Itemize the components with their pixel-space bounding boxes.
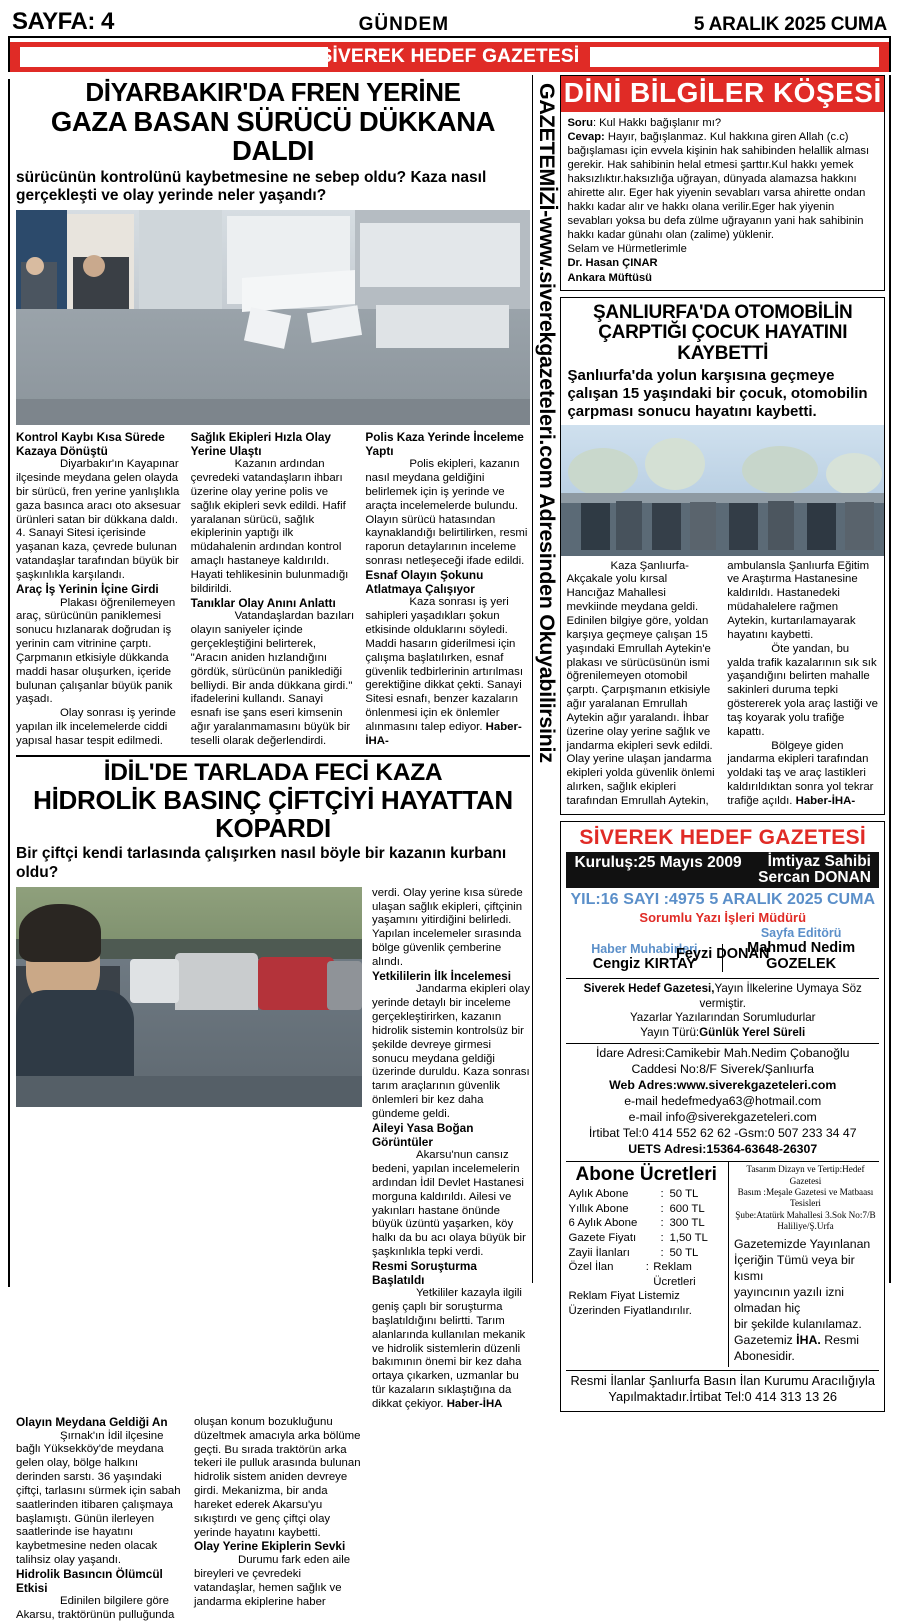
- article2-right-source: Haber-İHA: [446, 1398, 503, 1411]
- footer-notice-l2: İçeriğin Tümü veya bir kısmı: [733, 1252, 855, 1283]
- article2-right-p2: Jandarma ekipleri olay yerinde detaylı bir inceleme gerçekleştirirken, kazanın hidrolik sistemin kontrolsüz bir şekilde devreye girmesi sonucu meydana geldiği üzerinde duruldu. Kaza sonrası tarım araçlarının güvenlik önlemleri bir kez daha gündeme geldi.: [372, 983, 530, 1120]
- footer-sub-key: Gazete Fiyatı: [568, 1231, 637, 1244]
- footer-sub-val: 50 TL: [669, 1246, 699, 1259]
- footer-design-notice: [729, 1162, 879, 1366]
- article1-col2-p1: Kazanın ardından çevredeki vatandaşların ihbarı üzerine olay yerine polis ve sağlık ekipleri sevk edildi. Hafif yaralanan sürücü, sağlık ekiplerinin yaptığı ilk müdahalenin ardından kontrol amaçlı hastaneye kaldırıldı. Hayati tehlikesinin bulunmadığı bildirildi.: [190, 458, 349, 595]
- footer-sub-row: Özel İlan : Reklam Ücretleri: [568, 1260, 724, 1289]
- article1-col3-source: Haber-İHA-: [365, 720, 522, 747]
- article2-right-p1: verdi. Olay yerine kısa sürede ulaşan sağlık ekipleri, çiftçinin yaşamını yitirdiğini belirledi. Yapılan incelemeler sırasında bölge güvenlik çemberine alındı.: [372, 886, 523, 968]
- right-column: [560, 75, 891, 1405]
- article1-col1: [16, 431, 181, 749]
- masthead-band: [10, 42, 889, 72]
- footer-addr-l1: İdare Adresi:Camikebir Mah.Nedim Çobanoğlu: [595, 1046, 850, 1061]
- footer-official-l1: Resmi İlanlar Şanlıurfa Basın İlan Kurumu Aracılığıyla: [570, 1372, 875, 1388]
- footer-sub-val: 50 TL: [669, 1188, 699, 1201]
- footer-pledge-l3a: Yayın Türü:: [640, 1025, 700, 1039]
- footer-notice-l4: bir şekilde kulanılamaz.: [733, 1316, 862, 1331]
- footer-pledge-l1: [566, 982, 879, 1011]
- page-header: [8, 6, 891, 36]
- footer-sub-row: Yıllık Abone : 600 TL: [568, 1202, 705, 1215]
- masthead-band-wrapper: [8, 36, 891, 72]
- article2-bot2-p2: Durumu fark eden aile bireyleri ve çevredeki vatandaşlar, hemen sağlık ve jandarma ekiplerine haber: [194, 1554, 351, 1608]
- vertical-promo-text: GAZETEMİZİ-www.siverekgazeteleri.com Adresinden Okuyabilirsiniz: [535, 83, 559, 763]
- footer-sub-key: 6 Aylık Abone: [568, 1217, 638, 1230]
- article1-col3-sub2: Esnaf Olayın Şokunu Atlatmaya Çalışıyor: [365, 568, 484, 596]
- footer-sub-val: 600 TL: [669, 1202, 705, 1215]
- article2-bot-col2: [194, 1416, 362, 1623]
- footer-sub-row: Aylık Abone : 50 TL: [568, 1188, 699, 1201]
- article1-col2-sub2: Tanıklar Olay Anını Anlattı: [190, 595, 336, 610]
- article2-headline: [16, 760, 530, 843]
- article1-col1-p1: Diyarbakır'ın Kayapınar ilçesinde meydana gelen olayda bir sürücü, fren yerine yanlışlıkla gaza basınca aracı oto aksesuar ürünleri satan bir dükkana daldı. 4. Sanayi Sitesi içerisinde yaşanan kaza, çevrede bulunan vatandaşlar tarafından büyük bir şaşkınlıkla karşılandı.: [16, 458, 181, 581]
- article3-col2-p3-text: Bölgeye giden jandarma ekipleri tarafından yoldaki taş ve araç lastikleri kaldırıldıktan sonra yol tekrar trafiğe açıldı.: [727, 739, 874, 807]
- footer-pledge-l3b: Günlük Yerel Süreli: [699, 1025, 806, 1039]
- article2-deck: Bir çiftçi kendi tarlasında çalışırken nasıl böyle bir kazanın kurbanı oldu?: [16, 845, 507, 881]
- footer-design-l2: Basım :Meşale Gazetesi ve Matbaası Tesisleri: [737, 1187, 874, 1209]
- article1-col2-p2: Vatandaşlardan bazıları olayın saniyeler içinde gerçekleştiğini belirterek, "Aracın aniden hızlandığını gördük, sürücünün paniklediği belliydi. Bir anda dükkana girdi." ifadelerini kullandı. Sanayi esnafı ise şans eseri kimsenin ağır yaralanmamasını büyük bir teselli olarak değerlendirdi.: [190, 610, 355, 747]
- article2-right-sub1: Yetkililerin İlk İncelemesi: [372, 968, 512, 983]
- article2-bot1-p2: Edinilen bilgilere göre Akarsu, traktörünün pulluğunda: [16, 1595, 175, 1622]
- article3-col2: [727, 560, 879, 809]
- article3-col2-p3: [727, 740, 879, 809]
- footer-subscribe-note: Reklam Fiyat Listemiz Üzerinden Fiyatlandırılır.: [568, 1290, 692, 1317]
- footer-sub-val: 300 TL: [669, 1217, 705, 1230]
- dini-body: [561, 112, 884, 290]
- footer-sub-val: Reklam Ücretleri: [653, 1261, 696, 1288]
- article2-bot-col1: [16, 1416, 184, 1623]
- footer-sub-row: Gazete Fiyatı : 1,50 TL: [568, 1231, 708, 1244]
- footer-page-editor-name: Mahmud Nedim GOZELEK: [747, 940, 856, 973]
- dini-answer: Hayır, bağışlanmaz. Kul hakkına giren Allah (c.c) bağışlaması için evvela kişinin hak sahibinden helallik alması gerekir. Hak sahibinin helal etmesi şarttır.Kul hakkı yemek haksızlıktır.haksızlığa uğrayan, dünyada alamazsa hakkını ahirette alır. Eger hak yiyenin sevabları varsa ahirette ondan hakkı kadar alır ve hakkı olana verilir.Eger hak yiyenin sevabları yoksa bu defa zülme uğrayanın yani hak sahibinin hakkı kadar günahı olan (zalime) yüklenir.: [567, 131, 870, 242]
- footer-notice-l3: yayıncının yazılı izni olmadan hiç: [733, 1284, 845, 1315]
- article2-bot1-sub1: Olayın Meydana Geldiği An: [16, 1414, 168, 1429]
- article2-bot1-sub2: Hidrolik Basıncın Ölümcül Etkisi: [16, 1566, 163, 1595]
- footer-split-block: [566, 1161, 879, 1366]
- article2-bot2-p1: oluşan konum bozukluğunu düzeltmek amacıyla arka bölüme geçti. Bu sırada traktörün arka tekeri ile pulluk arasında bulunan hidrolik sistem aniden devreye girdi. Mekanizma, bir anda hareket ederek Akarsu'yu sıkıştırdı ve genç çiftçi olay yerinde hayatını kaybetti.: [194, 1415, 361, 1539]
- footer-email2[interactable]: e-mail info@siverekgazeteleri.com: [628, 1110, 817, 1125]
- footer-pledge: [566, 978, 879, 1040]
- article1-col2-sub1: Sağlık Ekipleri Hızla Olay Yerine Ulaştı: [190, 429, 331, 458]
- article2-top-row: [16, 887, 530, 1412]
- article1-col3: [365, 431, 530, 749]
- article2-photo: [16, 887, 362, 1107]
- footer-owner-label: İmtiyaz Sahibi: [767, 852, 871, 870]
- footer-editor-name: Feyzi DONAN: [676, 946, 770, 963]
- footer-notice-l1: Gazetemizde Yayınlanan: [733, 1236, 871, 1251]
- footer-subscribe-title: Abone Ücretleri: [575, 1164, 717, 1186]
- article3-headline-line1: ŞANLIURFA'DA OTOMOBİLİN: [593, 301, 853, 323]
- section-label: GÜNDEM: [358, 14, 450, 35]
- footer-subscribe-list: [568, 1187, 724, 1318]
- footer-subscribe: [566, 1162, 729, 1366]
- footer-official-ads: [566, 1370, 879, 1406]
- article2-right-sub2: Aileyi Yasa Boğan Görüntüler: [372, 1120, 474, 1149]
- article3-col1-p1: Kaza Şanlıurfa-Akçakale yolu kırsal Hancığaz Mahallesi mevkiinde meydana geldi. Edinilen bilgiye göre, yoldan karşıya geçmeye çalışan 15 yaşındaki Emrullah Aytekin'e plakası ve sürücüsünün ismi öğrenilemeyen otomobil çarptı. Çarpışmanın etkisiyle ağır yaralanan Emrullah Aytekin ağır yaralandı. İhbar üzerine olay yerine sağlık ve jandarma ekipleri sevk edildi. Olay yerine ulaşan jandarma ekipleri yolda güvenlik önlemi alırken, sağlık ekipleri tarafından Emrullah Aytekin,: [566, 559, 715, 807]
- footer-reporter-name: Cengiz KIRTAY: [592, 956, 696, 973]
- footer-owner: [758, 854, 871, 887]
- footer-founded: Kuruluş:25 Mayıs 2009: [574, 853, 742, 871]
- dini-author-title: Ankara Müftüsü: [567, 271, 653, 284]
- footer-pledge-bold: Siverek Hedef Gazetesi,: [583, 982, 715, 996]
- article3-headline: [561, 298, 884, 365]
- footer-black-bar: [566, 852, 879, 889]
- article1-col1-p2: Plakası öğrenilemeyen araç, sürücünün paniklemesi sonucu hızlanarak doğrudan iş yerinin cam vitrinine çarptı. Çarpmanın etkisiyle dükkanda maddi hasar oluşurken, içeride bulunan çalışanlar büyük panik yaşadı.: [16, 596, 176, 706]
- header-date: 5 ARALIK 2025 CUMA: [693, 14, 887, 35]
- article1-col3-p1: Polis ekipleri, kazanın nasıl meydana geldiğini belirlemek için iş yerinde ve araçta incelemelerde bulundu. Olayın sürücü hatasından kaynaklandığı belirtilirken, resmi raporun detaylarının inceleme sonrası netleşeceği ifade edildi.: [365, 458, 528, 568]
- article3-col2-p2: Öte yandan, bu yalda trafik kazalarının sık sık yaşandığını belirten mahalle sakinleri duruma tepki göstererek yola araç lastiği ve taş koyarak yolu trafiğe kapattı.: [727, 642, 878, 738]
- article2-bot1-p1: Şırnak'ın İdil ilçesine bağlı Yüksekköy'de meydana gelen olay, bölge halkını derinden sarstı. 36 yaşındaki çiftçi, tarlasını sürmek için sabah saatlerinden itibaren çalışmaya başlamıştı. Günün ilerleyen saatlerinde ise hayatını kaybetmesine neden olacak talihsiz olay yaşandı.: [16, 1429, 181, 1567]
- footer-year: YIL:16: [570, 891, 619, 909]
- article2-right-p4: [372, 1287, 530, 1412]
- footer-date: 5 ARALIK 2025 CUMA: [709, 891, 875, 909]
- footer-notice-l5: [734, 1333, 877, 1365]
- dini-author: Dr. Hasan ÇINAR: [567, 257, 658, 270]
- article1-col3-p2-text: Kaza sonrası iş yeri sahipleri yaşadıkları şokun etkisinde olduklarını söyledi. Maddi hasarın giderilmesi için çalışma başlatılırken, esnaf güvenlik tedbirlerinin artırılması gerektiğine dikkat çekti. Sanayi Sitesi esnafı, benzer kazaların önlenmesi için ek önlemler alınmasını talep ediyor.: [365, 596, 523, 733]
- footer-editor-label: Sorumlu Yazı İşleri Müdürü: [639, 910, 807, 926]
- footer-email1[interactable]: e-mail hedefmedya63@hotmail.com: [624, 1094, 822, 1109]
- article3-col2-source: Haber-İHA-: [795, 794, 856, 807]
- article1-headline-line1: DİYARBAKIR'DA FREN YERİNE: [85, 77, 461, 107]
- article1-columns: [16, 431, 530, 749]
- footer-pledge-l2: Yazarlar Yazılarından Sorumludurlar: [629, 1011, 816, 1025]
- footer-pledge-l3: [566, 1026, 879, 1040]
- footer-web[interactable]: Web Adres:www.siverekgazeteleri.com: [609, 1078, 837, 1093]
- article2-right-p3: Akarsu'nun cansız bedeni, yapılan incelemelerin ardından İdil Devlet Hastanesi morguna kaldırıldı. Ailesi ve yakınları hastane önünde büyük üzüntü yaşarken, köy halkı da bu acı olaya büyük bir şaşkınlıkla tepki verdi.: [372, 1149, 526, 1259]
- article1-col1-p3: Olay sonrası iş yerinde yapılan ilk incelemelerde ciddi yapısal hasar tespit edilmedi.: [16, 707, 176, 747]
- article1-col3-p2: [365, 596, 530, 748]
- article3-col1: [566, 560, 718, 809]
- dini-closing: Selam ve Hürmetlerimle: [567, 243, 687, 256]
- article1-col2: [191, 431, 356, 749]
- vertical-spine: [532, 75, 560, 1283]
- dini-answer-label: Cevap:: [567, 131, 605, 144]
- article3-headline-line2: ÇARPTIĞI ÇOCUK HAYATINI KAYBETTİ: [598, 322, 848, 364]
- article1-photo: [16, 210, 530, 425]
- page-body: [8, 75, 891, 1622]
- dini-box: [560, 75, 885, 291]
- footer-paper-title: SİVEREK HEDEF GAZETESİ: [579, 825, 867, 849]
- footer-sub-key: Aylık Abone: [568, 1188, 629, 1201]
- article1-col3-sub1: Polis Kaza Yerinde İnceleme Yaptı: [365, 429, 524, 458]
- masthead-title: SİVEREK HEDEF GAZETESİ: [319, 46, 580, 67]
- footer-owner-name: Sercan DONAN: [758, 869, 871, 887]
- footer-official-l2: Yapılmaktadır.İrtibat Tel:0 414 313 13 26: [608, 1389, 838, 1405]
- dini-title: DİNİ BİLGİLER KÖŞESİ: [561, 76, 884, 112]
- footer-phone: İrtibat Tel:0 414 552 62 62 -Gsm:0 507 233 34 47: [588, 1126, 857, 1141]
- article1-headline-line2: GAZA BASAN SÜRÜCÜ DÜKKANA DALDI: [50, 105, 496, 167]
- footer-notice-l5a: Gazetemiz: [733, 1332, 797, 1347]
- article2-right-p4-text: Yetkililer kazayla ilgili geniş çaplı bir soruşturma başlatıldığını belirtti. Tarım alanlarında kullanılan mekanik ve hidrolik sistemlerin düzenli bakımının önemi bir kez daha ortaya çıkarken, uzmanlar bu tür kazaların sıklaştığına da dikkat çekiyor.: [372, 1287, 526, 1411]
- article1-col1-sub1: Kontrol Kaybı Kısa Sürede Kazaya Dönüştü: [16, 429, 165, 458]
- footer-page-editor-label: Sayfa Editörü: [760, 926, 842, 941]
- article3-col2-p1: ambulansla Şanlıurfa Eğitim ve Araştırma Hastanesine kaldırıldı. Hastanedeki müdahalelere rağmen Aytekin, kurtarılamayarak hayatını kaybetti.: [727, 559, 870, 641]
- page-number-label: SAYFA: 4: [12, 8, 114, 35]
- article3-columns: [561, 556, 884, 814]
- article3-photo: [561, 425, 884, 556]
- footer-issue-row: [566, 891, 879, 909]
- footer-reporters-label: Haber Muhabirleri: [591, 942, 698, 957]
- dini-question: : Kul Hakkı bağışlanır mı?: [592, 117, 722, 129]
- footer-sub-row: Zayii İlanları : 50 TL: [568, 1246, 699, 1259]
- footer-notice-l5b: İHA.: [796, 1332, 821, 1347]
- article1-col1-sub2: Araç İş Yerinin İçine Girdi: [16, 581, 159, 596]
- footer-sub-key: Özel İlan: [568, 1261, 614, 1274]
- article2-right-sub3: Resmi Soruşturma Başlatıldı: [372, 1258, 477, 1287]
- footer-sub-val: 1,50 TL: [669, 1231, 708, 1244]
- footer-sub-key: Yıllık Abone: [568, 1202, 629, 1215]
- left-column: [8, 75, 532, 1622]
- footer-pledge-rest: Yayın İlkelerine Uymaya Söz vermiştir.: [699, 982, 862, 1010]
- article3-deck: Şanlıurfa'da yolun karşısına geçmeye çalışan 15 yaşındaki bir çocuk, otomobilin çarpması sonucu hayatını kaybetti.: [567, 367, 868, 420]
- masthead-footer-box: [560, 821, 885, 1412]
- footer-addr-l2: Caddesi No:8/F Siverek/Şanlıurfa: [631, 1062, 814, 1077]
- article1-headline: [16, 79, 530, 166]
- article2-headline-line2: HİDROLİK BASINÇ ÇİFTÇİYİ HAYATTAN KOPARDI: [33, 785, 513, 844]
- footer-sub-key: Zayii İlanları: [568, 1246, 630, 1259]
- footer-design-l1: Tasarım Dizayn ve Tertip:Hedef Gazetesi: [746, 1164, 865, 1186]
- footer-uets: UETS Adresi:15364-63648-26307: [628, 1142, 818, 1157]
- footer-design-l3: Şube:Atatürk Mahallesi 3.Sok No:7/B Haliliye/Ş.Urfa: [735, 1209, 876, 1232]
- footer-issue: SAYI :4975: [623, 891, 705, 909]
- footer-address-block: [566, 1043, 879, 1158]
- article2-headline-line1: İDİL'DE TARLADA FECİ KAZA: [103, 758, 443, 786]
- footer-notice-l5c: Resmi Abonesidir.: [733, 1332, 860, 1363]
- article2-col-right: [372, 887, 530, 1412]
- footer-notice: [734, 1237, 877, 1365]
- footer-sub-row: 6 Aylık Abone : 300 TL: [568, 1217, 705, 1230]
- article2-bot2-sub1: Olay Yerine Ekiplerin Sevki: [194, 1539, 346, 1554]
- article3-box: [560, 297, 885, 815]
- dini-question-label: Soru: [567, 117, 593, 129]
- article2-bottom-columns: [16, 1416, 530, 1623]
- article1-deck: sürücünün kontrolünü kaybetmesine ne sebep oldu? Kaza nasıl gerçekleşti ve olay yerinde neler yaşandı?: [16, 168, 487, 204]
